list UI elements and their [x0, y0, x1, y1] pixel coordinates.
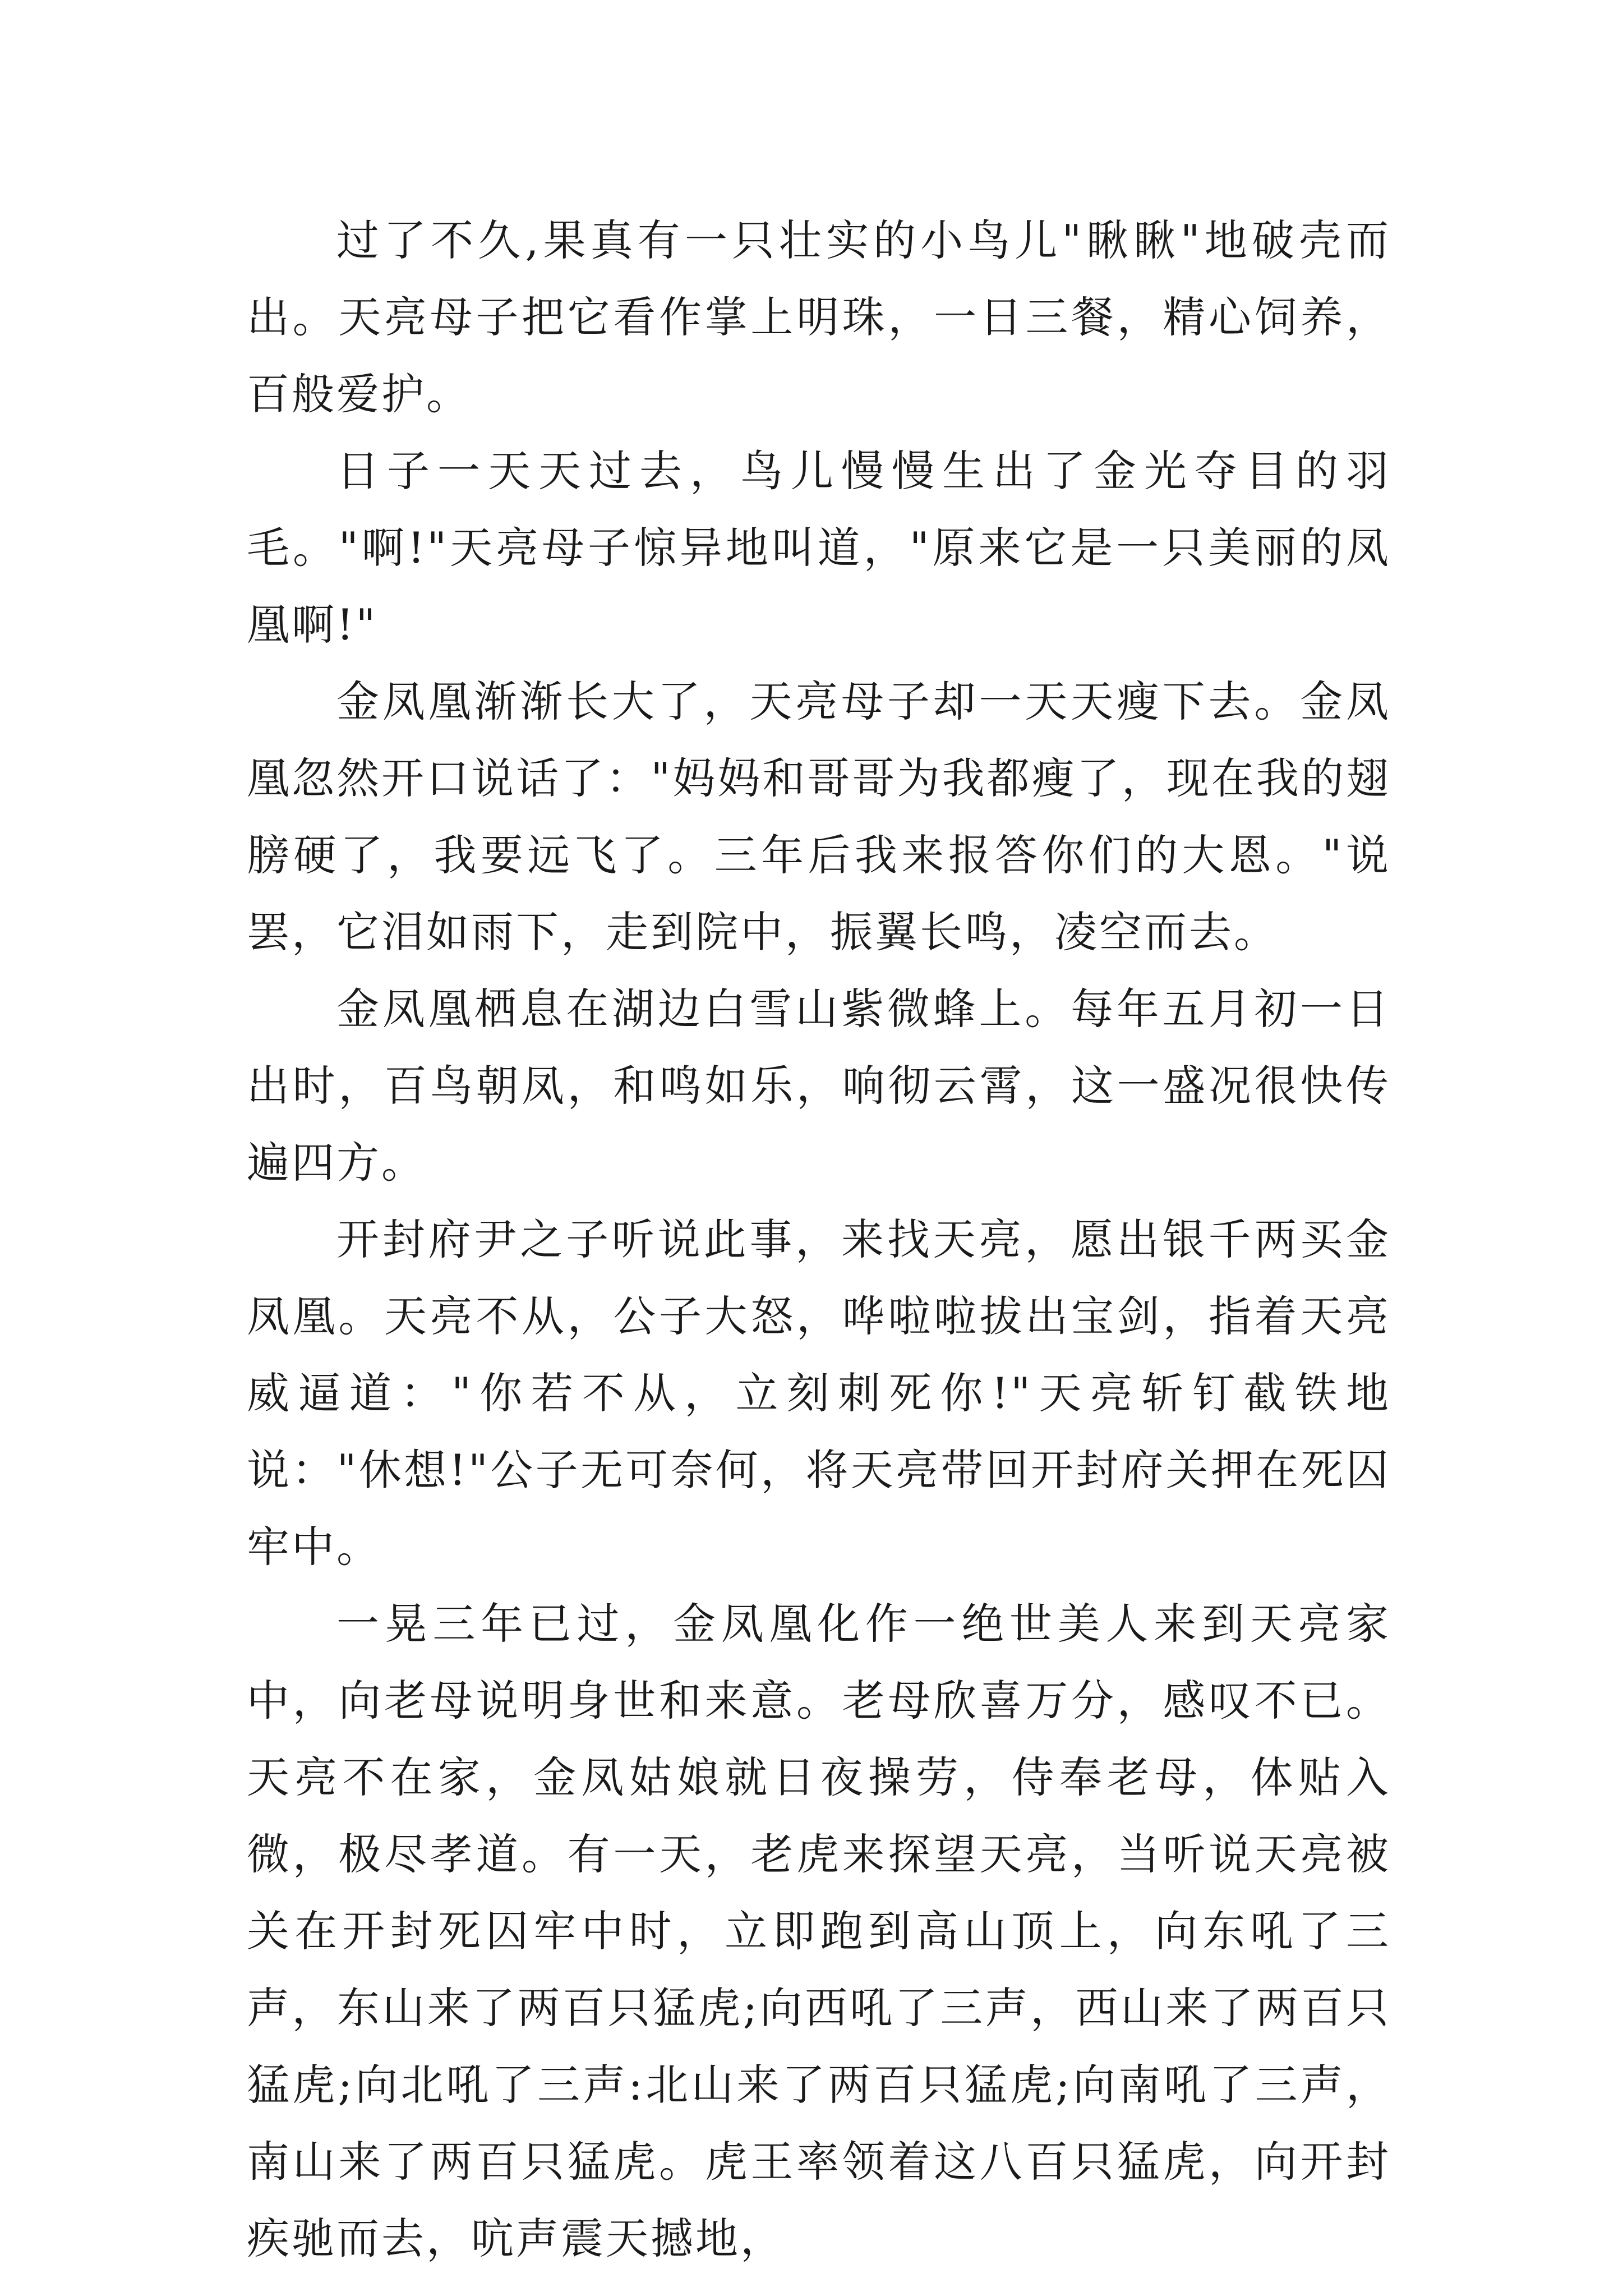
paragraph: 日子一天天过去，鸟儿慢慢生出了金光夺目的羽毛。"啊!"天亮母子惊异地叫道，"原来它是一只美丽的凤凰啊!" — [247, 446, 1391, 650]
paragraph: 金凤凰渐渐长大了，天亮母子却一天天瘦下去。金凤凰忽然开口说话了："妈妈和哥哥为我都瘦了，现在我的翅膀硬了，我要远飞了。三年后我来报答你们的大恩。"说罢，它泪如雨下，走到院中，振翼长鸣，凌空而去。 — [247, 677, 1391, 957]
paragraph: 过了不久,果真有一只壮实的小鸟儿"瞅瞅"地破壳而出。天亮母子把它看作掌上明珠，一日三餐，精心饲养，百般爱护。 — [247, 215, 1391, 419]
document-body — [247, 202, 1391, 2277]
paragraph: 一晃三年已过，金凤凰化作一绝世美人来到天亮家中，向老母说明身世和来意。老母欣喜万分，感叹不已。天亮不在家，金凤姑娘就日夜操劳，侍奉老母，体贴入微，极尽孝道。有一天，老虎来探望天亮，当听说天亮被关在开封死囚牢中时，立即跑到高山顶上，向东吼了三声，东山来了两百只猛虎;向西吼了三声，西山来了两百只猛虎;向北吼了三声:北山来了两百只猛虎;向南吼了三声，南山来了两百只猛虎。虎王率领着这八百只猛虎，向开封疾驰而去，吭声震天撼地， — [247, 1599, 1391, 2263]
paragraph: 开封府尹之子听说此事，来找天亮，愿出银千两买金凤凰。天亮不从，公子大怒，哗啦啦拔出宝剑，指着天亮威逼道："你若不从，立刻刺死你!"天亮斩钉截铁地说："休想!"公子无可奈何，将天亮带回开封府关押在死囚牢中。 — [247, 1214, 1391, 1572]
paragraph: 金凤凰栖息在湖边白雪山紫微蜂上。每年五月初一日出时，百鸟朝凤，和鸣如乐，响彻云霄，这一盛况很快传遍四方。 — [247, 984, 1391, 1188]
